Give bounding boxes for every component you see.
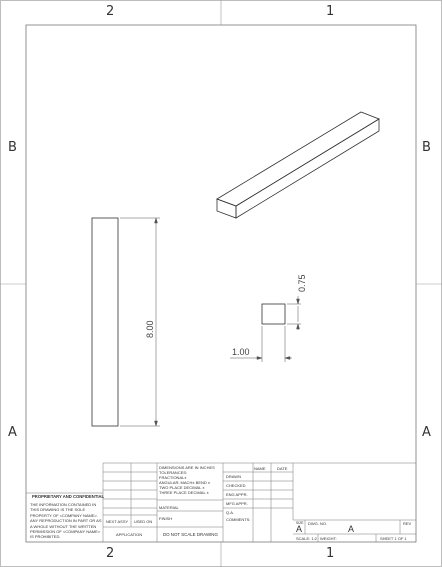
dims-note-line: ANGULAR: MACH± BEND ±: [159, 480, 211, 485]
rev-label: REV: [403, 521, 412, 526]
zone-label-bottom-left: 2: [106, 546, 115, 561]
side-view: [262, 304, 285, 324]
material-label: MATERIAL: [159, 505, 179, 510]
role-mfg-appr: MFG APPR.: [226, 501, 248, 506]
proprietary-text: [30, 502, 102, 540]
do-not-scale-label: DO NOT SCALE DRAWING: [163, 532, 218, 537]
proprietary-line: PROPERTY OF <COMPANY NAME>.: [30, 512, 98, 518]
dims-note-line: THREE PLACE DECIMAL ±: [159, 490, 209, 495]
dims-note-line: DIMENSIONS ARE IN INCHES: [159, 465, 215, 470]
zone-label-right-lower: A: [422, 425, 431, 440]
zone-label-left-lower: A: [8, 425, 17, 440]
dims-note: [159, 465, 215, 495]
proprietary-line: A WHOLE WITHOUT THE WRITTEN: [30, 523, 97, 529]
proprietary-line: PERMISSION OF <COMPANY NAME>: [30, 529, 101, 535]
iso-front-face: [217, 199, 236, 218]
zone-label-right-upper: B: [422, 140, 431, 155]
role-comments: COMMENTS:: [226, 517, 251, 522]
size-label: SIZE: [296, 521, 304, 525]
iso-side-face: [236, 119, 379, 218]
sheet-label: SHEET 1 OF 1: [380, 536, 407, 541]
length-dimension-label: 8.00: [145, 320, 155, 338]
width-dimension-label: 1.00: [232, 347, 250, 357]
proprietary-line: IS PROHIBITED.: [30, 534, 61, 540]
height-dimension: [287, 296, 301, 330]
zone-label-top-right: 1: [326, 4, 335, 19]
date-header: DATE: [277, 466, 288, 471]
application-label: APPLICATION: [116, 532, 143, 537]
used-on-label: USED ON: [134, 519, 153, 524]
scale-label: SCALE: 1:2: [296, 536, 317, 541]
isometric-view: [217, 112, 379, 218]
dims-note-line: TWO PLACE DECIMAL ±: [159, 485, 205, 490]
name-header: NAME: [254, 466, 266, 471]
front-view: [92, 218, 118, 426]
size-value: A: [296, 524, 303, 534]
dims-note-line: FRACTIONAL±: [159, 475, 187, 480]
inner-border: [26, 25, 416, 542]
dwg-no-value: A: [348, 524, 355, 534]
weight-label: WEIGHT:: [320, 536, 337, 541]
role-eng-appr: ENG APPR.: [226, 492, 248, 497]
role-checked: CHECKED: [226, 483, 246, 488]
iso-top-face: [217, 112, 379, 206]
zone-label-left-upper: B: [8, 140, 17, 155]
proprietary-line: ANY REPRODUCTION IN PART OR AS: [30, 518, 102, 524]
proprietary-line: THE INFORMATION CONTAINED IN: [30, 502, 97, 507]
height-dimension-label: 0.75: [297, 274, 307, 292]
dwg-no-label: DWG. NO.: [308, 521, 328, 526]
zone-label-top-left: 2: [106, 4, 115, 19]
proprietary-line: THIS DRAWING IS THE SOLE: [30, 507, 86, 513]
role-drawn: DRAWN: [226, 474, 241, 479]
proprietary-title: PROPRIETARY AND CONFIDENTIAL: [32, 494, 105, 499]
dims-note-line: TOLERANCES:: [159, 470, 188, 475]
finish-label: FINISH: [159, 516, 173, 521]
zone-label-bottom-right: 1: [326, 546, 335, 561]
role-qa: Q.A.: [226, 510, 235, 515]
outer-border: [1, 1, 442, 567]
next-assy-label: NEXT ASSY: [106, 519, 129, 524]
